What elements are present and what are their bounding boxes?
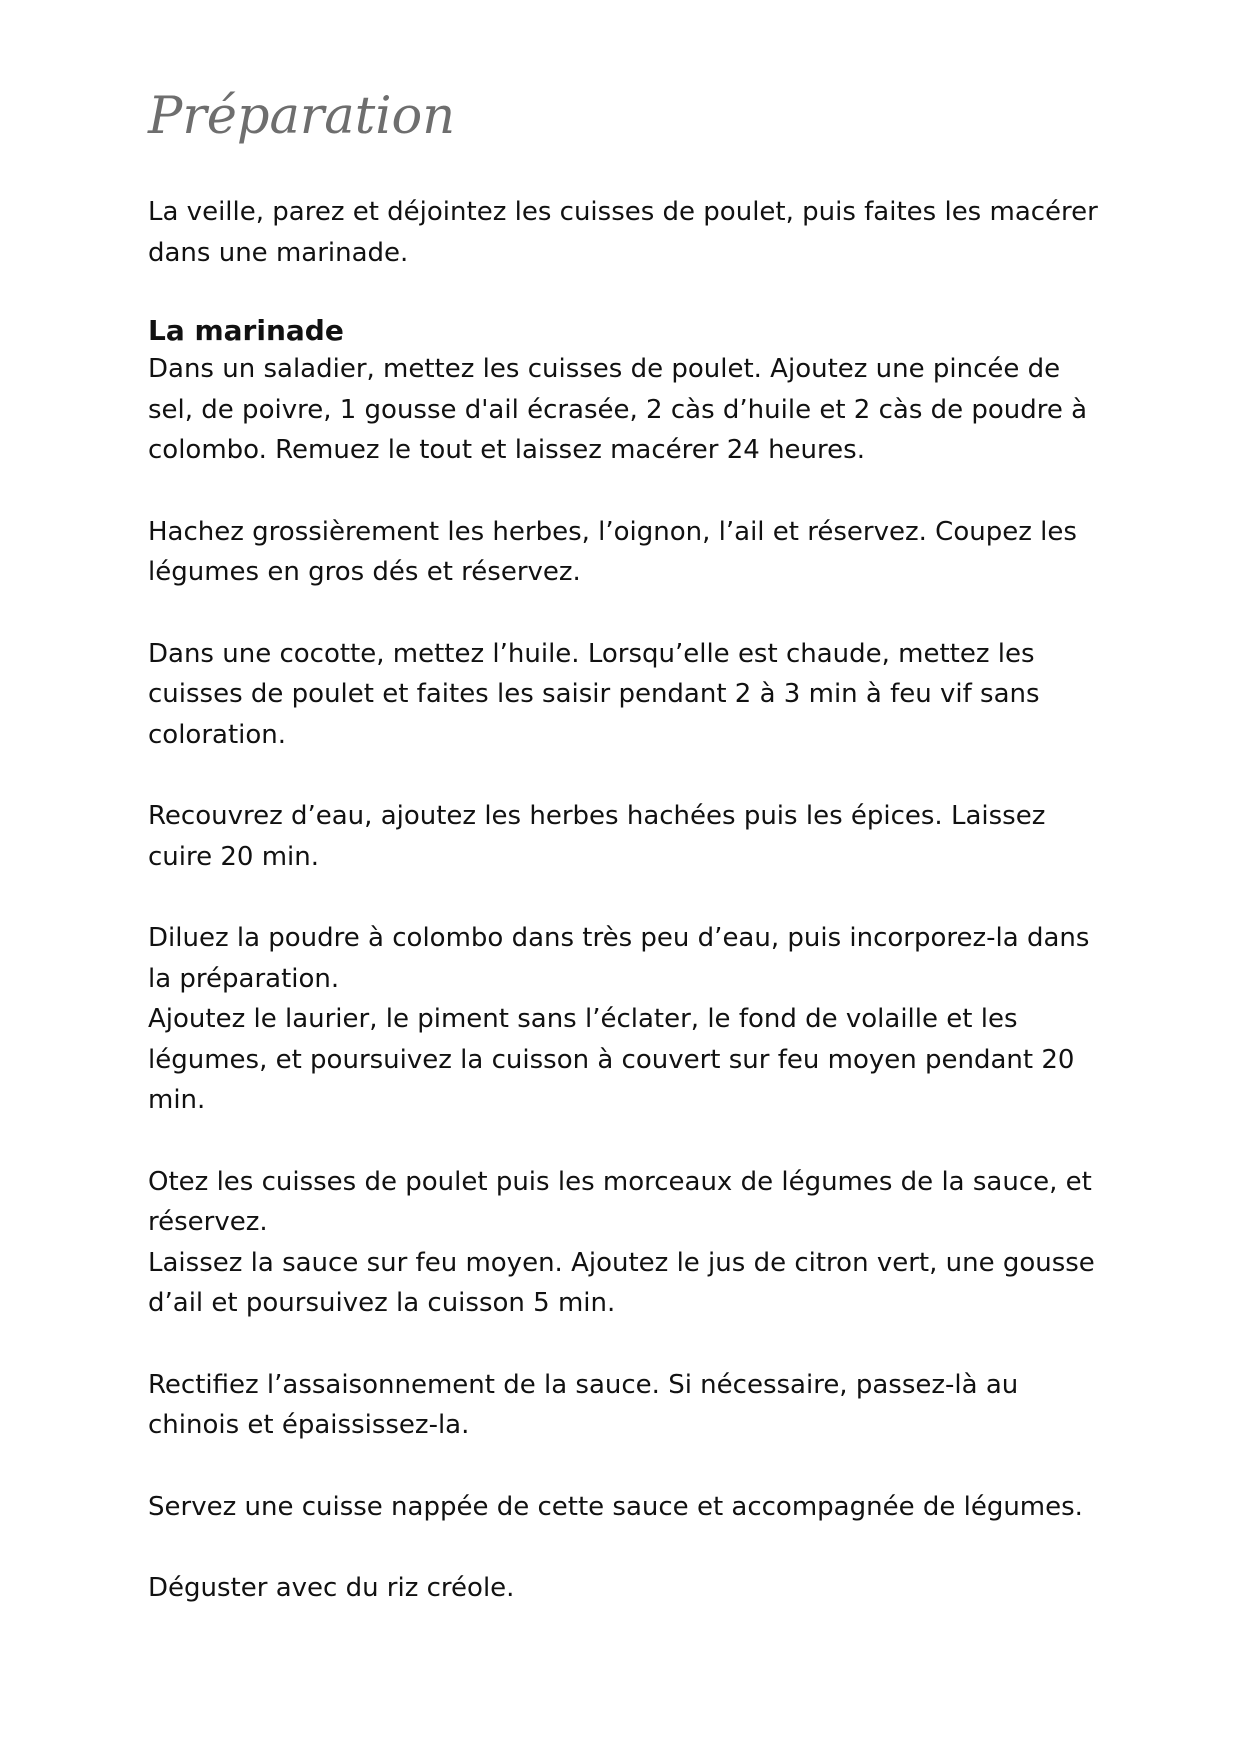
marinade-paragraph: Dans un saladier, mettez les cuisses de poulet. Ajoutez une pincée de sel, de poivre, 1 gousse d'ail écrasée, 2 càs d’huile et 2 càs de poudre à colombo. Remuez le tout et laissez macérer 24 heures. — [148, 354, 1088, 465]
step-paragraph: Otez les cuisses de poulet puis les morceaux de légumes de la sauce, et réservez. — [148, 1166, 1092, 1237]
intro-paragraph: La veille, parez et déjointez les cuisses de poulet, puis faites les macérer dans une marinade. — [148, 197, 1098, 268]
step-paragraph: Laissez la sauce sur feu moyen. Ajoutez le jus de citron vert, une gousse d’ail et poursuivez la cuisson 5 min. — [148, 1247, 1095, 1318]
page-content — [148, 86, 1108, 1609]
step-paragraph: Hachez grossièrement les herbes, l’oignon, l’ail et réservez. Coupez les légumes en gros dés et réservez. — [148, 516, 1077, 587]
step-paragraph: Déguster avec du riz créole. — [148, 1573, 515, 1603]
page-title: Préparation — [148, 87, 456, 146]
marinade-heading: La marinade — [148, 314, 344, 347]
step-paragraph: Servez une cuisse nappée de cette sauce et accompagnée de légumes. — [148, 1491, 1083, 1522]
step-paragraph: Rectifiez l’assaisonnement de la sauce. Si nécessaire, passez-là au chinois et épaississez-la. — [148, 1369, 1019, 1440]
step-paragraph: Ajoutez le laurier, le piment sans l’éclater, le fond de volaille et les légumes, et poursuivez la cuisson à couvert sur feu moyen pendant 20 min. — [148, 1004, 1075, 1115]
step-paragraph: Dans une cocotte, mettez l’huile. Lorsqu’elle est chaude, mettez les cuisses de poulet et faites les saisir pendant 2 à 3 min à feu vif sans coloration. — [148, 638, 1040, 750]
step-paragraph: Diluez la poudre à colombo dans très peu d’eau, puis incorporez-la dans la préparation. — [148, 923, 1090, 994]
step-paragraph: Recouvrez d’eau, ajoutez les herbes hachées puis les épices. Laissez cuire 20 min. — [148, 801, 1046, 872]
